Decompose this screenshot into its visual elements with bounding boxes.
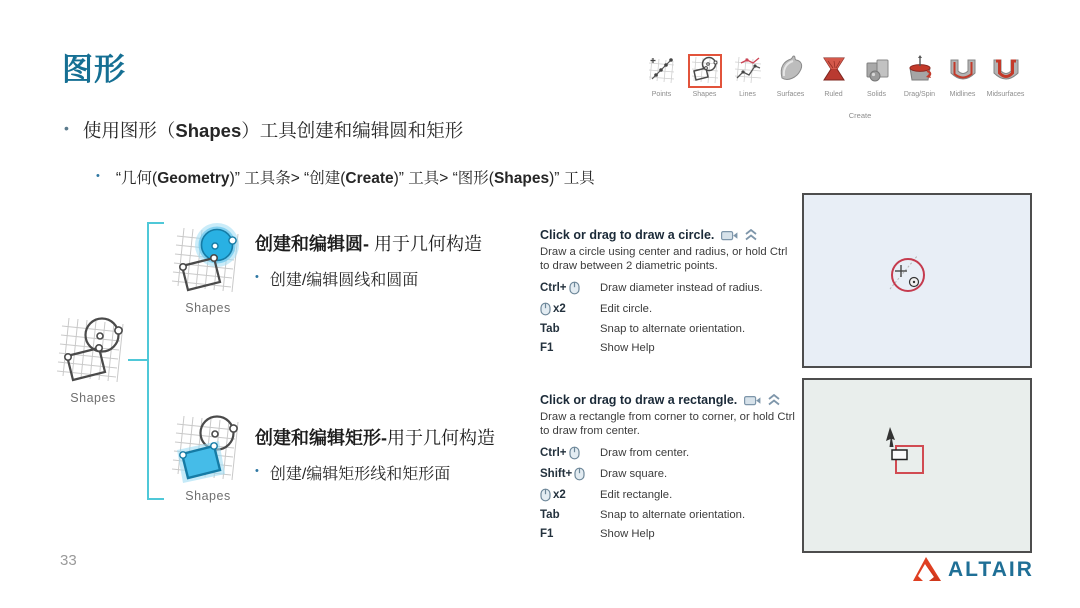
shapes-icon xyxy=(690,54,720,89)
main-bullet-text: 使用图形（Shapes）工具创建和编辑圆和矩形 xyxy=(82,120,464,141)
shortcut-row: x2 Edit circle. xyxy=(540,302,796,316)
shortcut-row: Ctrl+ Draw from center. xyxy=(540,446,690,459)
ribbon-group-label: Create xyxy=(848,111,872,120)
circle-preview-drawing xyxy=(804,195,1030,366)
mouse-icon xyxy=(540,302,551,316)
ribbon-button-surfaces[interactable] xyxy=(769,54,812,98)
mouse-icon xyxy=(569,446,580,460)
midsurfaces-icon xyxy=(991,54,1021,89)
circle-tool-subbullet: • 创建/编辑圆线和圆面 xyxy=(255,271,419,289)
circle-tool-text xyxy=(255,230,482,290)
circle-preview-panel xyxy=(802,193,1032,368)
shortcut-row: F1 Show Help xyxy=(540,341,655,354)
shortcut-key: Shift+ xyxy=(540,467,600,481)
shapes-tool-icon xyxy=(57,310,129,386)
ribbon-button-drag-spin[interactable] xyxy=(898,54,941,98)
surfaces-icon xyxy=(776,54,806,89)
tooltip-description: Draw a circle using center and radius, or hold Ctrl to draw between 2 diametric points. xyxy=(540,246,788,273)
circle-tool-icon xyxy=(172,220,244,296)
bullet-dot-icon: • xyxy=(255,271,259,283)
video-icon[interactable] xyxy=(744,395,761,406)
rectangle-preview-drawing xyxy=(804,380,1030,551)
circle-tooltip xyxy=(540,228,796,354)
ribbon-button-midlines[interactable] xyxy=(941,54,984,98)
lines-icon xyxy=(733,54,763,89)
drag-spin-icon xyxy=(905,54,935,89)
ribbon-button-lines[interactable] xyxy=(726,54,769,98)
tooltip-description: Draw a rectangle from corner to corner, or hold Ctrl to draw from center. xyxy=(540,411,795,438)
menu-path-bullet xyxy=(96,166,595,188)
shortcut-key: F1 xyxy=(540,341,554,354)
shortcut-key: Tab xyxy=(540,508,560,521)
tree-child-rectangle xyxy=(170,408,246,503)
collapse-chevrons-icon[interactable] xyxy=(768,394,780,406)
solids-icon xyxy=(862,54,892,89)
altair-triangle-icon xyxy=(912,556,942,583)
ribbon-label: Midlines xyxy=(949,91,976,98)
ribbon-button-solids[interactable] xyxy=(855,54,898,98)
mouse-icon xyxy=(540,488,551,502)
points-icon xyxy=(647,54,677,89)
rectangle-tooltip xyxy=(540,393,796,540)
altair-logo-text: ALTAIR xyxy=(948,557,1034,581)
circle-tool-heading: 创建和编辑圆- 用于几何构造 xyxy=(255,234,483,254)
ribbon-button-shapes[interactable] xyxy=(683,54,726,98)
shortcut-key: x2 xyxy=(540,302,600,316)
shortcut-key: Tab xyxy=(540,322,560,335)
crosshair-cursor-icon xyxy=(895,265,907,277)
shortcut-row: Tab Snap to alternate orientation. xyxy=(540,322,746,335)
ribbon-button-midsurfaces[interactable] xyxy=(984,54,1027,98)
tool-caption: Shapes xyxy=(70,391,116,405)
shortcut-key: x2 xyxy=(540,488,600,502)
shortcut-row: x2 Edit rectangle. xyxy=(540,488,796,502)
rectangle-tool-subbullet: • 创建/编辑矩形线和矩形面 xyxy=(255,465,451,483)
bullet-dot-icon: • xyxy=(64,120,69,136)
shortcut-row: F1 Show Help xyxy=(540,527,655,540)
tooltip-title: Click or drag to draw a rectangle. xyxy=(540,393,738,407)
collapse-chevrons-icon[interactable] xyxy=(745,229,757,241)
midlines-icon xyxy=(948,54,978,89)
ribbon-label: Shapes xyxy=(692,91,717,98)
shortcut-row: Tab Snap to alternate orientation. xyxy=(540,508,746,521)
arrow-cursor-icon xyxy=(886,427,895,447)
tree-child-circle xyxy=(170,220,246,315)
page-number: 33 xyxy=(60,552,77,569)
ribbon-label: Solids xyxy=(866,91,887,98)
create-ribbon xyxy=(640,54,1027,98)
mouse-icon xyxy=(574,467,585,481)
ribbon-label: Surfaces xyxy=(776,91,805,98)
ribbon-button-points[interactable] xyxy=(640,54,683,98)
ribbon-label: Drag/Spin xyxy=(903,91,936,98)
rectangle-preview-panel xyxy=(802,378,1032,553)
shortcut-row: Ctrl+ Draw diameter instead of radius. xyxy=(540,281,763,294)
ribbon-label: Ruled xyxy=(824,91,843,98)
tooltip-title: Click or drag to draw a circle. xyxy=(540,228,715,242)
ribbon-label: Lines xyxy=(739,91,756,98)
tool-caption: Shapes xyxy=(185,301,231,315)
shortcut-key: Ctrl+ xyxy=(540,446,600,460)
rectangle-tool-text xyxy=(255,424,495,484)
rectangle-tool-icon xyxy=(172,408,244,484)
tree-root-shapes xyxy=(55,310,131,405)
ruled-icon xyxy=(819,54,849,89)
rectangle-tool-heading: 创建和编辑矩形-用于几何构造 xyxy=(255,428,495,448)
shortcut-key: Ctrl+ xyxy=(540,281,600,295)
menu-path-text: “几何(Geometry)” 工具条> “创建(Create)” 工具> “图形(Shapes)” 工具 xyxy=(115,170,595,187)
ribbon-button-ruled[interactable] xyxy=(812,54,855,98)
bullet-dot-icon: • xyxy=(255,465,259,477)
ribbon-label: Midsurfaces xyxy=(986,91,1025,98)
mouse-icon xyxy=(569,281,580,295)
main-bullet xyxy=(64,117,463,143)
shortcut-key: F1 xyxy=(540,527,554,540)
shortcut-row: Shift+ Draw square. xyxy=(540,467,668,480)
altair-logo xyxy=(912,556,1034,583)
ribbon-label: Points xyxy=(651,91,672,98)
tool-caption: Shapes xyxy=(185,489,231,503)
page-title: 图形 xyxy=(62,52,126,87)
bullet-dot-icon: • xyxy=(96,170,100,182)
video-icon[interactable] xyxy=(721,230,738,241)
